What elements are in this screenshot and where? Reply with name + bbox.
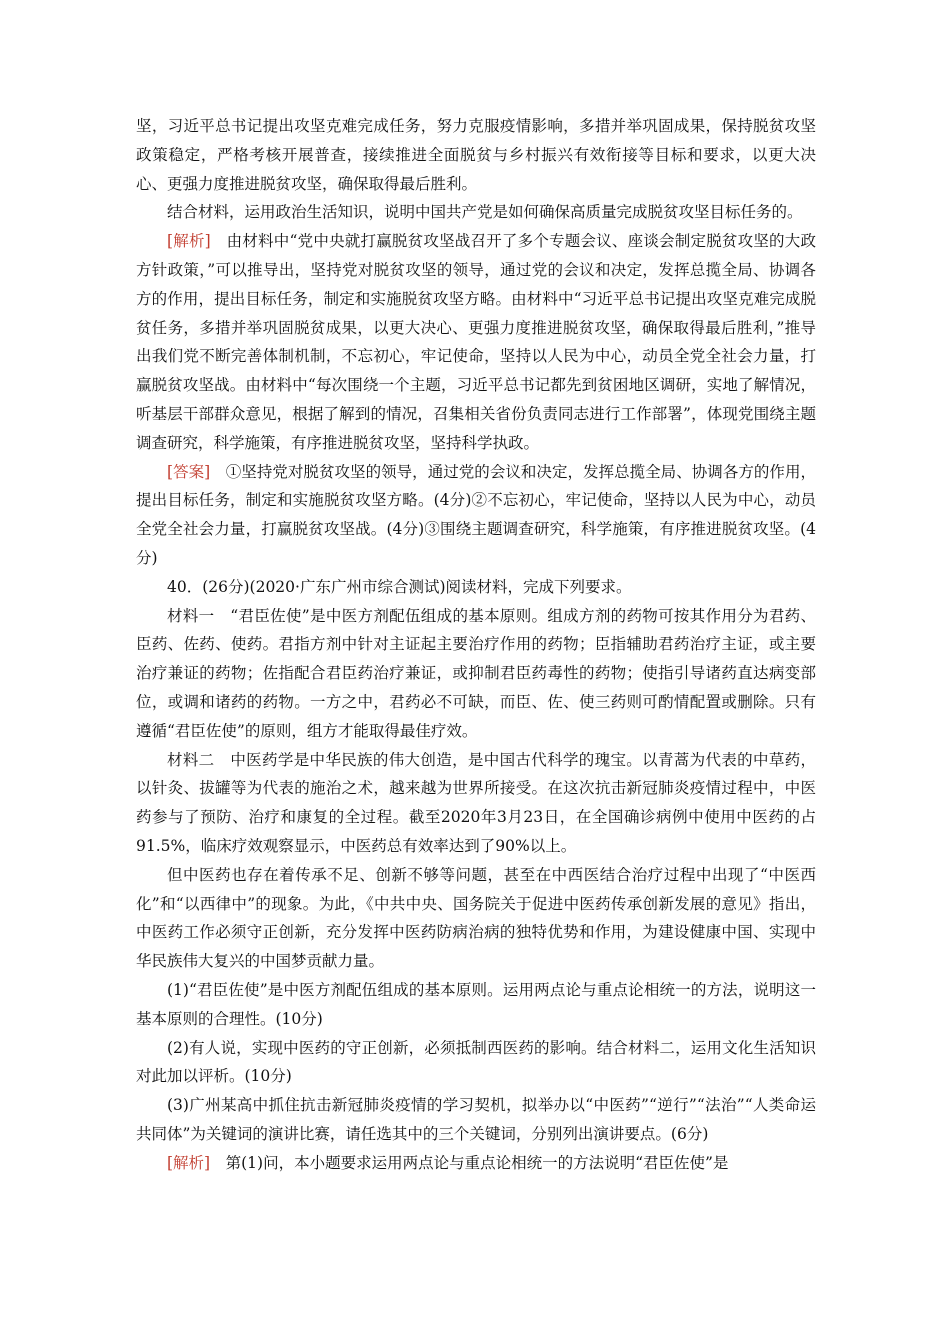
paragraph-text: 结合材料，运用政治生活知识，说明中国共产党是如何确保高质量完成脱贫攻坚目标任务的。 bbox=[167, 203, 803, 222]
answer-tag: [答案] bbox=[167, 462, 211, 481]
sub-question-1 bbox=[136, 976, 816, 1034]
paragraph-2 bbox=[136, 198, 816, 227]
paragraph-text: 材料二 中医药学是中华民族的伟大创造，是中国古代科学的瑰宝。以青蒿为代表的中草药，以针灸、拔罐等为代表的施治之术，越来越为世界所接受。在这次抗击新冠肺炎疫情过程中，中医药参与了预防、治疗和康复的全过程。截至2020年3月23日，在全国确诊病例中使用中医药的占91.5%，临床疗效观察显示，中医药总有效率达到了90%以上。 bbox=[136, 750, 816, 855]
paragraph-1 bbox=[136, 112, 816, 198]
paragraph-text: 第(1)问，本小题要求运用两点论与重点论相统一的方法说明“君臣佐使”是 bbox=[210, 1153, 729, 1172]
paragraph-text: 坚，习近平总书记提出攻坚克难完成任务，努力克服疫情影响，多措并举巩固成果，保持脱贫攻坚政策稳定，严格考核开展普查，接续推进全面脱贫与乡村振兴有效衔接等目标和要求，以更大决心、更强力度推进脱贫攻坚，确保取得最后胜利。 bbox=[136, 117, 816, 193]
paragraph-text: 但中医药也存在着传承不足、创新不够等问题，甚至在中西医结合治疗过程中出现了“中医西化”和“以西律中”的现象。为此，《中共中央、国务院关于促进中医药传承创新发展的意见》指出，中医药工作必须守正创新，充分发挥中医药防病治病的独特优势和作用，为建设健康中国、实现中华民族伟大复兴的中国梦贡献力量。 bbox=[136, 865, 816, 971]
paragraph-text: (1)“君臣佐使”是中医方剂配伍组成的基本原则。运用两点论与重点论相统一的方法，说明这一基本原则的合理性。(10分) bbox=[136, 980, 816, 1028]
sub-question-3 bbox=[136, 1091, 816, 1149]
document-page bbox=[136, 112, 816, 1177]
paragraph-text: 40．(26分)(2020·广东广州市综合测试)阅读材料，完成下列要求。 bbox=[167, 577, 632, 596]
analysis-tag: [解析] bbox=[167, 1153, 211, 1172]
material-two bbox=[136, 746, 816, 861]
analysis-paragraph-2 bbox=[136, 1149, 816, 1178]
question-40-heading bbox=[136, 573, 816, 602]
paragraph-text: (3)广州某高中抓住抗击新冠肺炎疫情的学习契机，拟举办以“中医药”“逆行”“法治”“人类命运共同体”为关键词的演讲比赛，请任选其中的三个关键词，分别列出演讲要点。(6分) bbox=[136, 1096, 816, 1143]
paragraph-text: ①坚持党对脱贫攻坚的领导，通过党的会议和决定，发挥总揽全局、协调各方的作用，提出目标任务，制定和实施脱贫攻坚方略。(4分)②不忘初心，牢记使命，坚持以人民为中心，动员全党全社会力量，打赢脱贫攻坚战。(4分)③围绕主题调查研究，科学施策，有序推进脱贫攻坚。(4分) bbox=[136, 462, 816, 567]
material-two-continued bbox=[136, 861, 816, 976]
paragraph-text: 由材料中“党中央就打赢脱贫攻坚战召开了多个专题会议、座谈会制定脱贫攻坚的大政方针政策，”可以推导出，坚持党对脱贫攻坚的领导，通过党的会议和决定，发挥总揽全局、协调各方的作用，提出目标任务，制定和实施脱贫攻坚方略。由材料中“习近平总书记提出攻坚克难完成脱贫任务，多措并举巩固脱贫成果，以更大决心、更强力度推进脱贫攻坚，确保取得最后胜利，”推导出我们党不断完善体制机制，不忘初心，牢记使命，坚持以人民为中心，动员全党全社会力量，打赢脱贫攻坚战。由材料中“每次围绕一个主题，习近平总书记都先到贫困地区调研，实地了解情况，听基层干部群众意见，根据了解到的情况，召集相关省份负责同志进行工作部署”，体现党围绕主题调查研究，科学施策，有序推进脱贫攻坚，坚持科学执政。 bbox=[136, 232, 816, 452]
paragraph-text: (2)有人说，实现中医药的守正创新，必须抵制西医药的影响。结合材料二，运用文化生活知识对此加以评析。(10分) bbox=[136, 1038, 816, 1086]
analysis-paragraph bbox=[136, 227, 816, 457]
analysis-tag: [解析] bbox=[167, 232, 211, 251]
sub-question-2 bbox=[136, 1034, 816, 1092]
material-one bbox=[136, 602, 816, 746]
answer-paragraph bbox=[136, 458, 816, 573]
paragraph-text: 材料一 “君臣佐使”是中医方剂配伍组成的基本原则。组成方剂的药物可按其作用分为君药、臣药、佐药、使药。君指方剂中针对主证起主要治疗作用的药物；臣指辅助君药治疗主证，或主要治疗兼证的药物；佐指配合君臣药治疗兼证，或抑制君臣药毒性的药物；使指引导诸药直达病变部位，或调和诸药的药物。一方之中，君药必不可缺，而臣、佐、使三药则可酌情配置或删除。只有遵循“君臣佐使”的原则，组方才能取得最佳疗效。 bbox=[136, 606, 816, 740]
